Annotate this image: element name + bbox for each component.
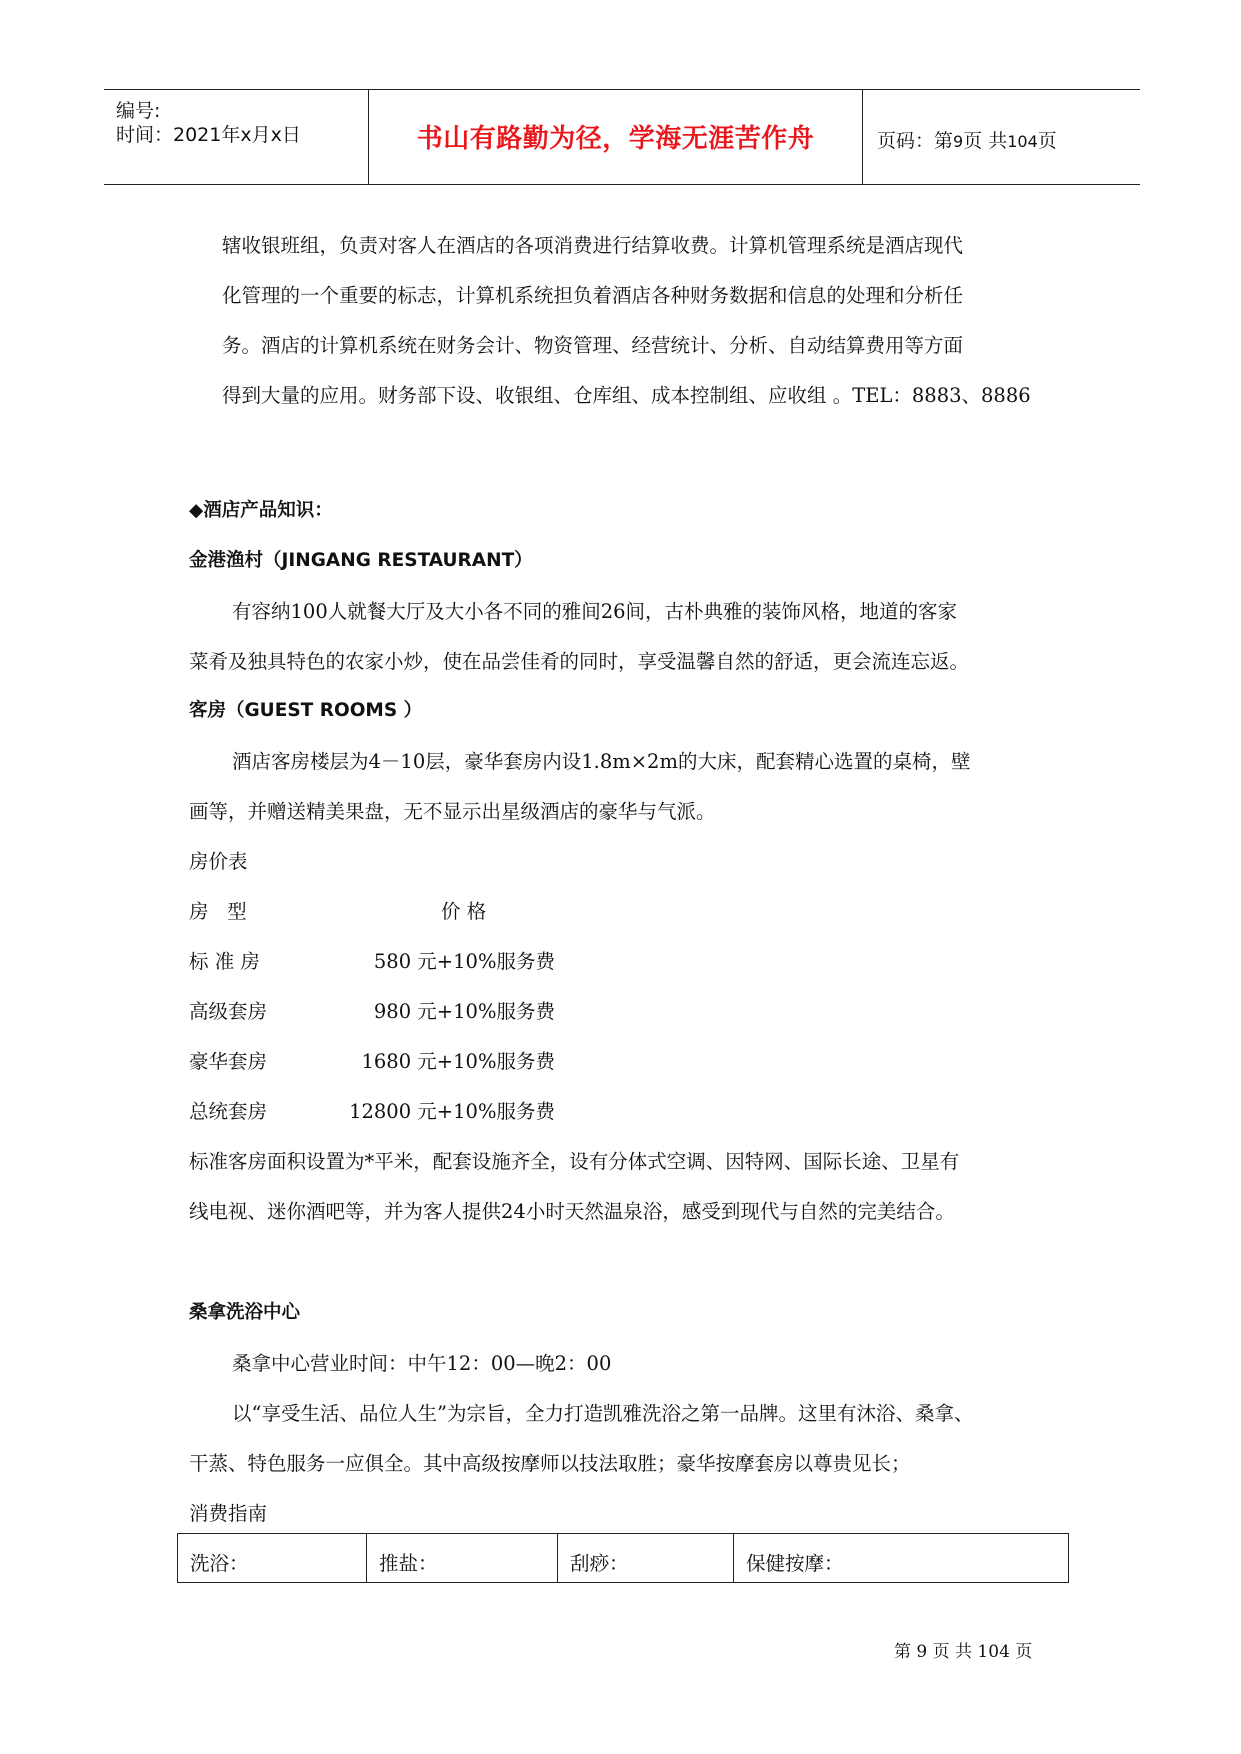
page-header — [104, 89, 1140, 185]
guide-table — [177, 1533, 1069, 1583]
header-motto-cell — [369, 90, 863, 184]
header-info-cell — [104, 90, 369, 184]
sauna-line: 以“享受生活、品位人生”为宗旨，全力打造凯雅洗浴之第一品牌。这里有沐浴、桑拿、 — [232, 1402, 974, 1425]
room-type: 总统套房 — [189, 1100, 268, 1123]
sauna-title: 桑拿洗浴中心 — [189, 1302, 301, 1323]
room-price: 580 元+10%服务费 — [373, 950, 555, 973]
sauna-hours: 桑拿中心营业时间：中午12：00—晚2：00 — [232, 1352, 612, 1375]
room-price: 12800 元+10%服务费 — [349, 1100, 555, 1123]
room-type: 豪华套房 — [189, 1050, 268, 1073]
header-page-number — [877, 126, 1057, 153]
header-motto: 书山有路勤为径，学海无涯苦作舟 — [416, 124, 815, 154]
intro-line: 化管理的一个重要的标志，计算机系统担负着酒店各种财务数据和信息的处理和分析任 — [222, 284, 964, 307]
room-price: 980 元+10%服务费 — [373, 1000, 555, 1023]
intro-line: 辖收银班组，负责对客人在酒店的各项消费进行结算收费。计算机管理系统是酒店现代 — [222, 234, 964, 257]
page-current: 9 — [953, 132, 964, 151]
rooms-line: 酒店客房楼层为4－10层，豪华套房内设1.8m×2m的大床，配套精心选置的桌椅，壁 — [232, 750, 971, 773]
restaurant-line: 菜肴及独具特色的农家小炒，使在品尝佳肴的同时，享受温馨自然的舒适，更会流连忘返。 — [189, 650, 970, 673]
page-total: 104 — [1007, 132, 1038, 151]
restaurant-line: 有容纳100人就餐大厅及大小各不同的雅间26间，古朴典雅的装饰风格，地道的客家 — [232, 600, 958, 623]
page-label-suffix: 页 — [1037, 130, 1057, 152]
document-time-label: 时间：2021年x月x日 — [116, 124, 301, 146]
price-table-title: 房价表 — [189, 850, 248, 873]
page-footer: 第 9 页 共 104 页 — [894, 1642, 1033, 1662]
room-price: 1680 元+10%服务费 — [361, 1050, 555, 1073]
section-title: ◆酒店产品知识： — [189, 500, 333, 521]
intro-line: 得到大量的应用。财务部下设、收银组、仓库组、成本控制组、应收组 。TEL：8883、8886 — [222, 384, 1031, 407]
price-col-price: 价 格 — [441, 900, 487, 923]
guide-cell-guasha: 刮痧： — [558, 1534, 734, 1582]
sauna-line: 干蒸、特色服务一应俱全。其中高级按摩师以技法取胜；豪华按摩套房以尊贵见长； — [189, 1452, 911, 1475]
rooms-line: 画等，并赠送精美果盘，无不显示出星级酒店的豪华与气派。 — [189, 800, 716, 823]
page-label-mid: 页 共 — [963, 130, 1008, 152]
restaurant-title: 金港渔村（JINGANG RESTAURANT） — [189, 550, 533, 571]
intro-line: 务。酒店的计算机系统在财务会计、物资管理、经营统计、分析、自动结算费用等方面 — [222, 334, 964, 357]
guide-cell-massage: 保健按摩： — [746, 1552, 844, 1575]
rooms-title: 客房（GUEST ROOMS ） — [189, 700, 423, 721]
guide-cell-bath: 洗浴： — [178, 1534, 367, 1582]
document-number-label: 编号: — [116, 100, 161, 122]
room-type: 高级套房 — [189, 1000, 268, 1023]
guide-cell-salt: 推盐： — [367, 1534, 558, 1582]
header-page-cell — [863, 90, 1140, 184]
rooms-desc-line: 标准客房面积设置为*平米，配套设施齐全，设有分体式空调、因特网、国际长途、卫星有 — [189, 1150, 960, 1173]
room-type: 标 准 房 — [189, 950, 260, 973]
guide-title: 消费指南 — [189, 1502, 268, 1525]
page-label-prefix: 页码：第 — [877, 130, 954, 152]
price-col-type: 房 型 — [189, 900, 247, 923]
rooms-desc-line: 线电视、迷你酒吧等，并为客人提供24小时天然温泉浴，感受到现代与自然的完美结合。 — [189, 1200, 955, 1223]
